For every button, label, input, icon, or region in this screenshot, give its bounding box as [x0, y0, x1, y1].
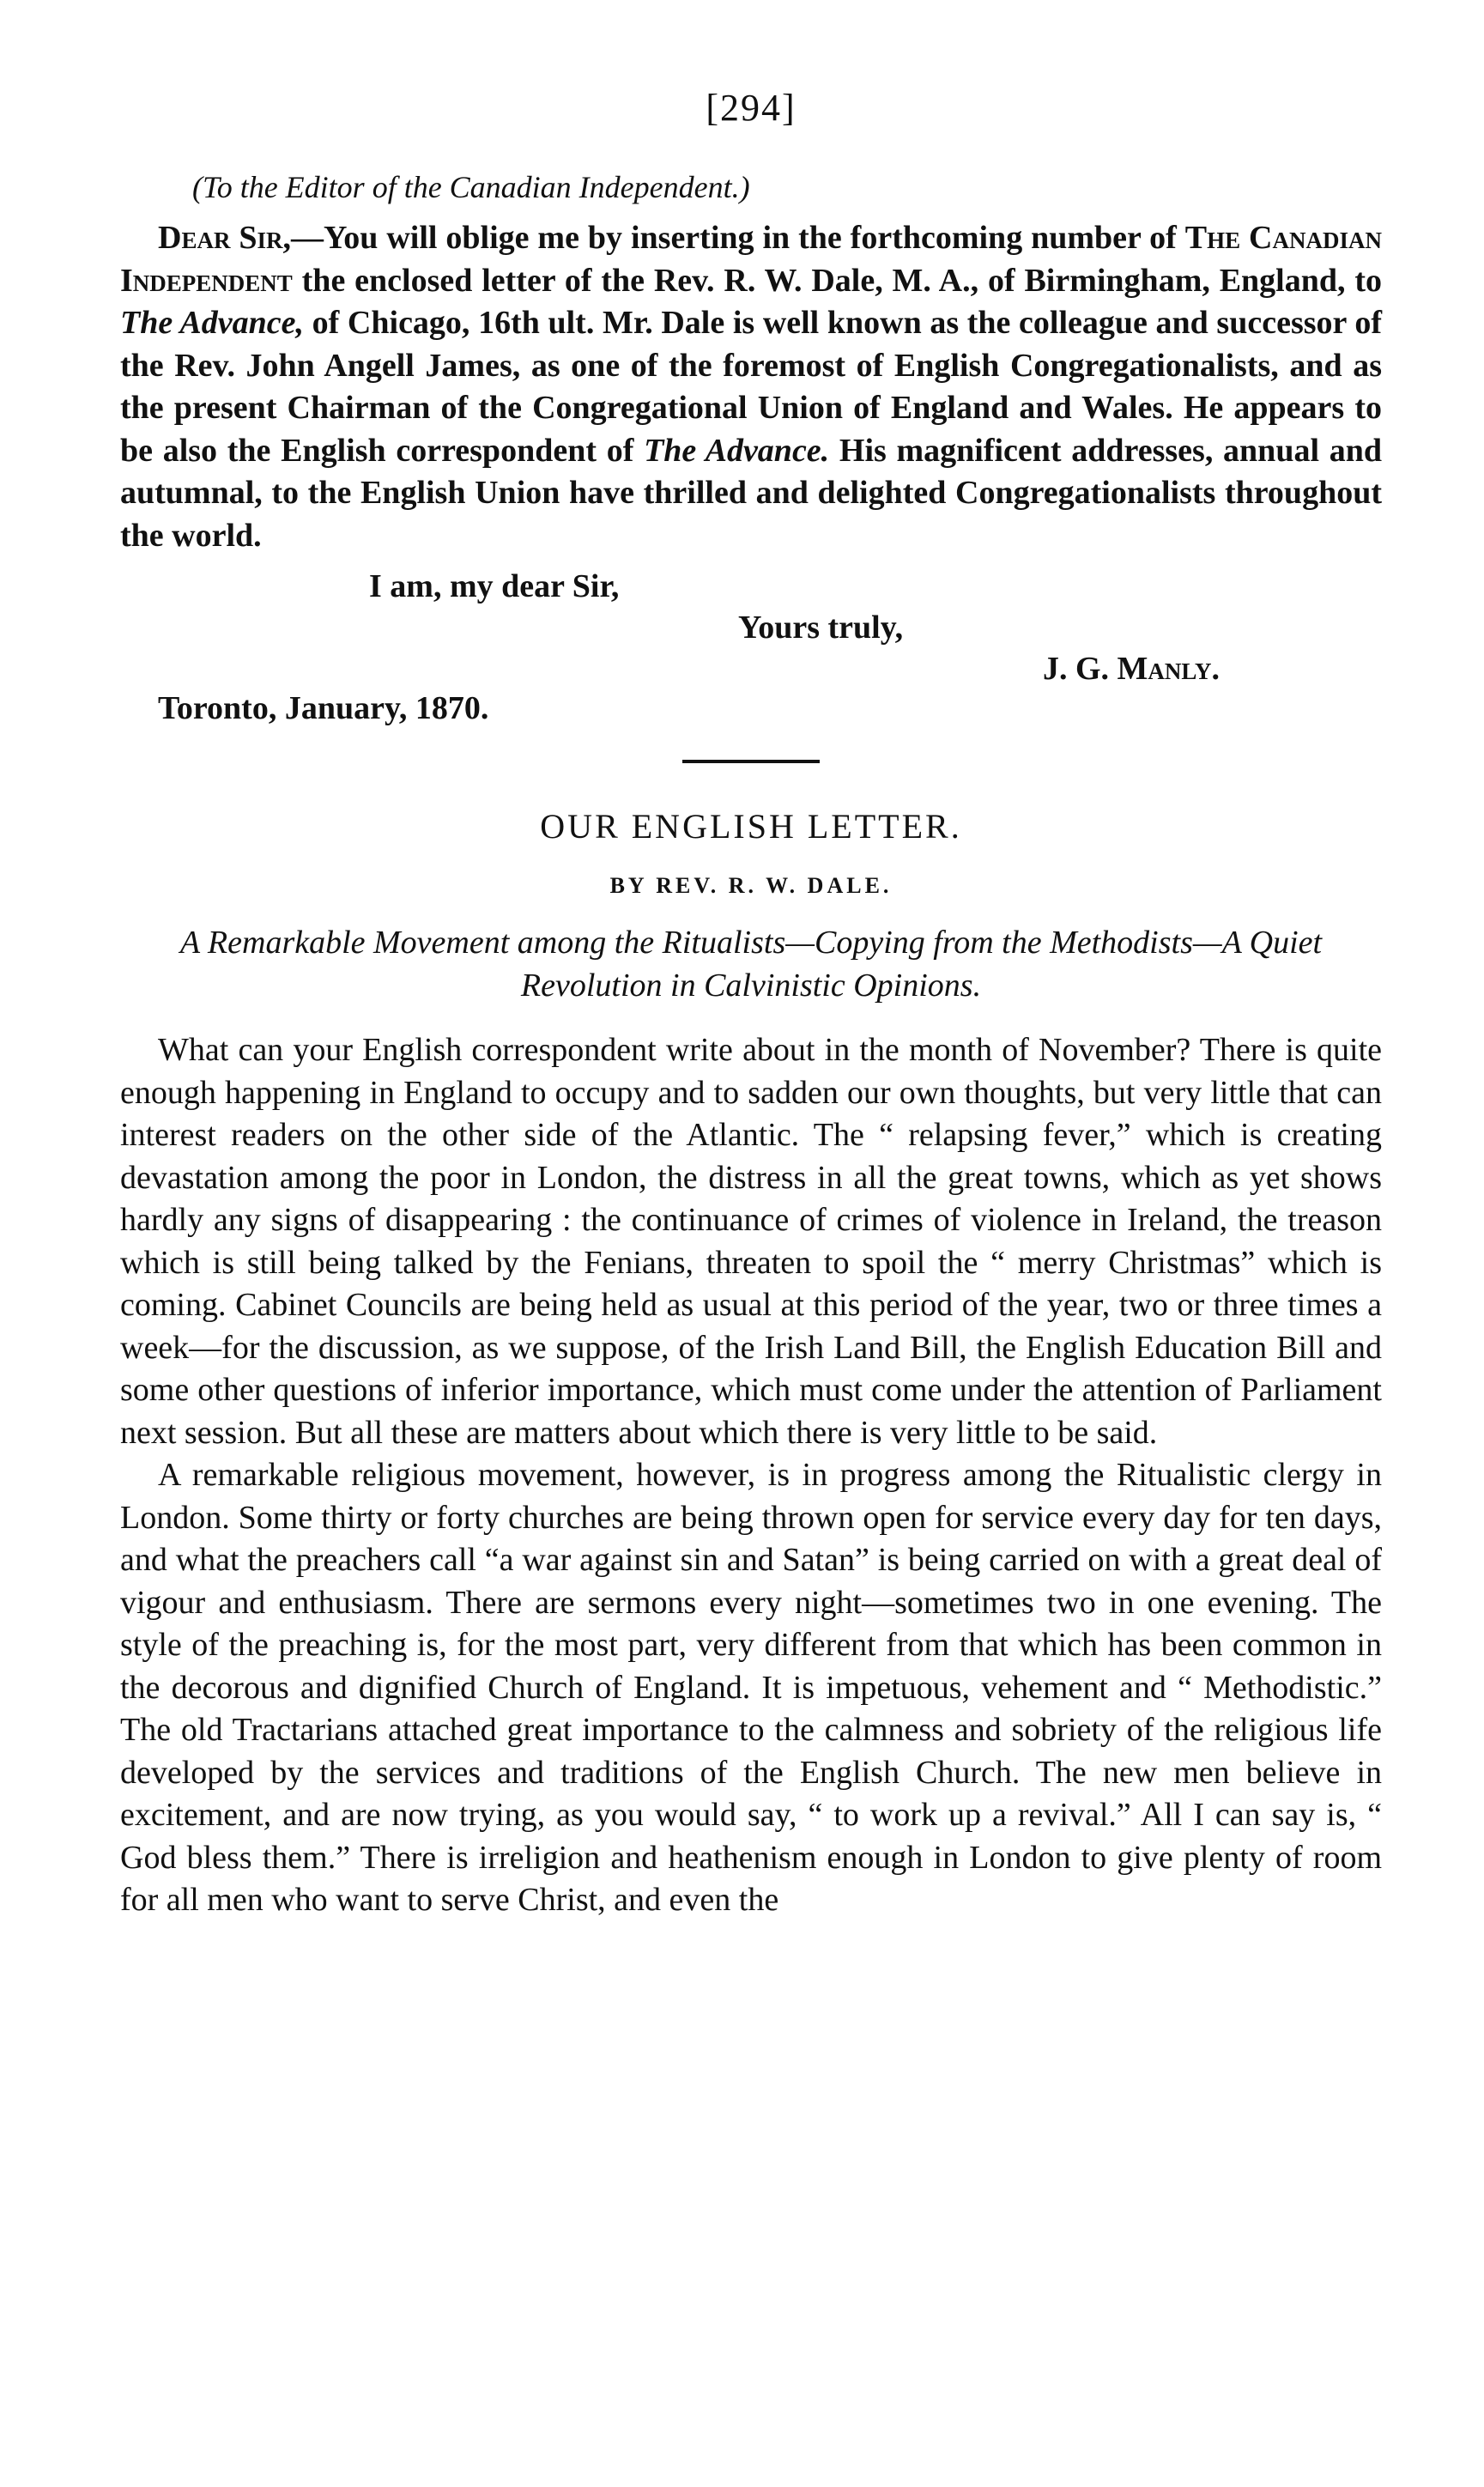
advance-reference-1: The Advance, [120, 305, 305, 342]
byline-text: BY REV. R. W. DALE. [609, 873, 893, 899]
newspaper-name: The Canadian Independent [120, 220, 1382, 299]
page-number: [294] [706, 87, 797, 129]
letter-text-1: —You will oblige me by inserting in the forthcoming number of [291, 220, 1185, 257]
letter-salutation: Dear Sir, [158, 220, 292, 257]
section-divider [682, 760, 820, 763]
closing-line-1: I am, my dear Sir, [369, 568, 620, 605]
article-subtitle: A Remarkable Movement among the Ritualists—Copying from the Methodists—A Quiet Revolution in Calvinistic Opinions. [179, 925, 1323, 1004]
letter-text-3: of Chicago, 16th ult. Mr. Dale is well known as the colleague and successor of the Rev. John Angell James, as one of the foremost of English Congregationalists, and as the present Chairman of the Congregational Union of England and Wales. He appears to be also the English correspondent of [120, 305, 1382, 469]
article-paragraph-2: A remarkable religious movement, however, is in progress among the Ritualistic clergy in London. Some thirty or forty churches are being thrown open for service every day for ten days, and what the preachers call “a war against sin and Satan” is being carried on with a great deal of vigour and enthusiasm. There are sermons every night—sometimes two in one evening. The style of the preaching is, for the most part, very different from that which has been common in the decorous and dignified Church of England. It is impetuous, vehement and “ Methodistic.” The old Tractarians attached great importance to the calmness and sobriety of the religious life developed by the services and traditions of the English Church. The new men believe in excitement, and are now trying, as you would say, “ to work up a revival.” All I can say is, “ God bless them.” There is irreligion and heathenism enough in London to give plenty of room for all men who want to serve Christ, and even the [120, 1457, 1382, 1919]
document-page [120, 86, 1382, 1922]
article-byline [120, 873, 1382, 899]
letter-body [120, 217, 1382, 557]
letter-closing [120, 557, 1382, 729]
article-title: OUR ENGLISH LETTER. [540, 807, 962, 846]
letter-text-4: His magnificent addresses, annual and autumnal, to the English Union have thrilled and delighted Congregationalists throughout the world. [120, 432, 1382, 554]
letter-text-2: the enclosed letter of the Rev. R. W. Dale, M. A., of Birmingham, England, to [292, 262, 1382, 299]
article-paragraph-1: What can your English correspondent write about in the month of November? There is quite enough happening in England to occupy and to sadden our own thoughts, but very little that can interest readers on the other side of the Atlantic. The “ relapsing fever,” which is creating devastation among the poor in London, the distress in all the great towns, which as yet shows hardly any signs of disappearing : the continuance of crimes of violence in Ireland, the treason which is still being talked by the Fenians, threaten to spoil the “ merry Christmas” which is coming. Cabinet Councils are being held as usual at this period of the year, two or three times a week—for the discussion, as we suppose, of the Irish Land Bill, the English Education Bill and some other questions of inferior importance, which must come under the attention of Parliament next session. But all these are matters about which there is very little to be said. [120, 1032, 1382, 1451]
advance-reference-2: The Advance. [644, 432, 830, 469]
place-and-date: Toronto, January, 1870. [158, 690, 489, 727]
signature: J. G. Manly. [1043, 651, 1220, 688]
editor-address-line: (To the Editor of the Canadian Independent.) [192, 169, 750, 204]
closing-line-2: Yours truly, [738, 610, 904, 646]
